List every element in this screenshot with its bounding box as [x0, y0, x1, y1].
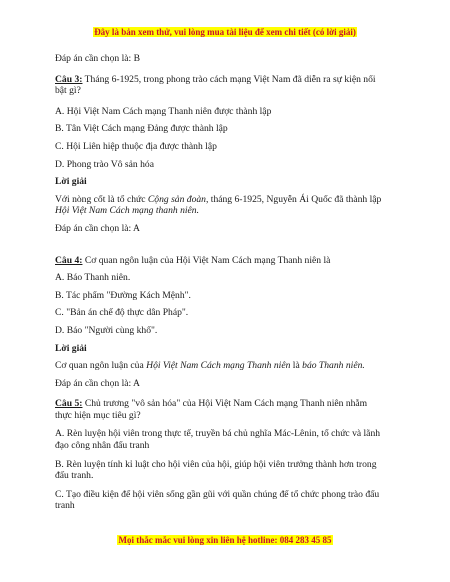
question-5 [55, 398, 385, 421]
option-d: D. Báo "Người cùng khổ". [55, 324, 158, 336]
document-body [55, 53, 385, 512]
option-c: C. Tạo điều kiện để hội viên sống gần gũi với quần chúng để tổ chức phong trào đấu tranh [55, 488, 380, 512]
solution-text: Cơ quan ngôn luận của Hội Việt Nam Cách mạng Thanh niên là báo Thanh niên. [55, 360, 365, 372]
preview-banner: Đây là bản xem thử, vui lòng mua tài liệu để xem chi tiết (có lời giải) [94, 27, 356, 37]
solution-text: Với nòng cốt là tổ chức Cộng sản đoàn, tháng 6-1925, Nguyễn Ái Quốc đã thành lập Hội Việt Nam Cách mạng thanh niên. [55, 193, 382, 217]
option-b: B. Tân Việt Cách mạng Đảng được thành lập [55, 123, 228, 135]
answer-line: Đáp án cần chọn là: A [55, 222, 140, 234]
option-a: A. Hội Việt Nam Cách mạng Thanh niên được thành lập [55, 105, 272, 117]
question-number: Câu 4: [55, 254, 83, 266]
solution-heading: Lời giải [55, 176, 87, 188]
question-text: Cơ quan ngôn luận của Hội Việt Nam Cách mạng Thanh niên là [82, 254, 331, 266]
option-b: B. Tác phẩm "Đường Kách Mệnh". [55, 289, 191, 301]
option-c: C. "Bản án chế độ thực dân Pháp". [55, 307, 189, 319]
question-4 [55, 255, 385, 267]
option-b: B. Rèn luyện tính kỉ luật cho hội viên của hội, giúp hội viên trưởng thành hơn trong đấu tranh. [55, 458, 377, 482]
question-3 [55, 74, 385, 97]
option-a: A. Báo Thanh niên. [55, 272, 131, 284]
hotline-banner: Mọi thắc mắc vui lòng xin liên hệ hotline: 084 283 45 85 [118, 535, 332, 545]
answer-line: Đáp án cần chọn là: A [55, 377, 140, 389]
solution-heading: Lời giải [55, 342, 87, 354]
question-number: Câu 3: [55, 73, 83, 85]
question-text: Chủ trương "vô sản hóa" của Hội Việt Nam Cách mạng Thanh niên nhằm thực hiện mục tiêu gì? [55, 398, 368, 421]
option-a: A. Rèn luyện hội viên trong thực tế, truyền bá chủ nghĩa Mác-Lênin, tổ chức và lãnh đạo công nhân đấu tranh [55, 428, 381, 452]
answer-line: Đáp án cần chọn là: B [55, 53, 140, 64]
question-number: Câu 5: [55, 398, 83, 410]
question-text: Tháng 6-1925, trong phong trào cách mạng Việt Nam đã diễn ra sự kiện nổi bật gì? [55, 73, 376, 97]
option-c: C. Hội Liên hiệp thuộc địa được thành lập [55, 140, 217, 152]
option-d: D. Phong trào Vô sản hóa [55, 158, 154, 170]
